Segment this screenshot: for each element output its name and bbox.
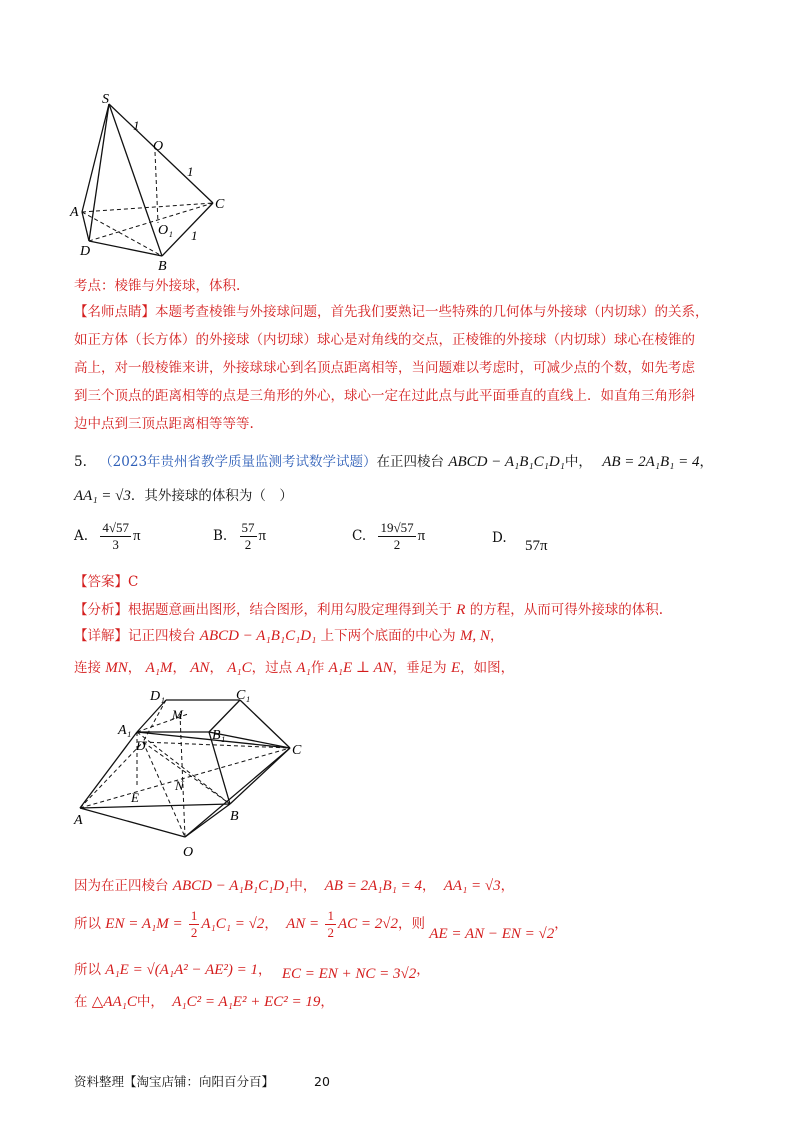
fig2-label-M: M <box>172 707 183 722</box>
answer-value: C <box>128 574 139 590</box>
option-c-label: C. <box>352 528 367 544</box>
detail-text: 作 <box>310 660 325 676</box>
detail-math: AN <box>190 660 210 676</box>
fig1-label-1b: 1 <box>187 164 194 179</box>
sol-text: 所以 <box>74 916 101 932</box>
option-d-label: D. <box>492 530 507 546</box>
detail-math: A₁C <box>227 660 252 676</box>
sol-line-1 <box>74 874 514 895</box>
sol-text: ， <box>500 878 515 894</box>
footer-source: 资料整理【淘宝店铺：向阳百分百】 <box>74 1074 275 1089</box>
sol-math: AE = AN − EN = √2 <box>429 926 555 942</box>
detail-math: A₁M <box>145 660 173 676</box>
sol-text: 中， <box>289 878 317 894</box>
sol-line-4 <box>74 990 334 1011</box>
detail-text: ， <box>172 660 186 676</box>
analysis-tag: 【分析】 <box>74 602 128 618</box>
q5-cond1: AB = 2A₁B₁ = 4 <box>602 454 700 470</box>
fig1-label-S: S <box>102 92 109 107</box>
sol-math: △AA₁C <box>91 994 137 1010</box>
q5-cond2: AA₁ = √3 <box>74 488 131 504</box>
fig2-label-N: N <box>175 778 184 793</box>
option-b-pi: π <box>258 528 267 544</box>
q5-stem-line-2 <box>74 484 293 508</box>
fig1-label-1c: 1 <box>191 228 198 243</box>
fig1-label-1a: 1 <box>133 118 140 133</box>
frustum-figure <box>60 684 310 864</box>
q5-source: （2023年贵州省教学质量监测考试数学试题） <box>99 454 377 470</box>
option-c-pi: π <box>417 528 426 544</box>
sol-line-3 <box>74 958 430 982</box>
analysis-text-b: 的方程，从而可得外接球的体积. <box>469 602 664 618</box>
answer-line <box>74 570 138 590</box>
dianjing-line-3: 高上，对一般棱锥来讲，外接球球心到名顶点距离相等，当问题难以考虑时，可减少点的个数，如先考虑 <box>74 360 695 376</box>
fig2-label-C: C <box>292 743 302 758</box>
sol-text: 因为在正四棱台 <box>74 878 169 894</box>
detail-text: ， <box>127 660 142 676</box>
detail-tag: 【详解】 <box>74 628 128 644</box>
sol-text: ， <box>416 962 430 978</box>
option-b-label: B. <box>213 528 228 544</box>
fig2-label-A: A <box>74 813 83 828</box>
analysis-text-a: 根据题意画出图形，结合图形，利用勾股定理得到关于 <box>128 602 452 618</box>
q5-stem-b: 中， <box>564 454 592 470</box>
pyramid-figure <box>60 88 250 273</box>
fig1-label-O: O <box>153 139 164 154</box>
sol-text: ， <box>421 878 436 894</box>
detail-text: 记正四棱台 <box>128 628 196 644</box>
sol-math: AN = <box>286 916 320 932</box>
fig1-label-A: A <box>70 205 79 220</box>
sol-line-2 <box>74 908 568 941</box>
option-c-fraction: $\frac{19√57}{2}$ <box>380 520 414 552</box>
option-b-fraction: $\frac{57}{2}$ <box>241 520 255 552</box>
detail-math: MN <box>105 660 128 676</box>
detail-text: ，如图， <box>460 660 515 676</box>
answer-tag: 【答案】 <box>74 574 128 590</box>
fig1-label-O1: O₁ <box>158 223 173 238</box>
fig2-label-B1: B₁ <box>212 728 226 743</box>
detail-math: E <box>450 660 461 676</box>
sol-text: 所以 <box>74 962 101 978</box>
option-c[interactable] <box>352 520 425 553</box>
q5-stem-c: ．其外接球的体积为（ ） <box>130 488 293 504</box>
detail-text: 连接 <box>74 660 101 676</box>
dianjing-line-1: 本题考查棱锥与外接球问题，首先我们要熟记一些特殊的几何体与外接球（内切球）的关系， <box>155 304 709 320</box>
option-b[interactable] <box>213 520 266 553</box>
sol-math: AA₁ = √3 <box>443 878 501 894</box>
sol-text: ， <box>320 994 334 1010</box>
q5-stem-a: 在正四棱台 <box>376 454 445 470</box>
option-a-pi: π <box>132 528 141 544</box>
option-d[interactable] <box>492 530 548 554</box>
detail-text: 上下两个底面的中心为 <box>320 628 456 644</box>
sol-text: ，则 <box>397 916 425 932</box>
sol-math: ABCD − A₁B₁C₁D₁ <box>172 878 290 894</box>
fig1-label-D: D <box>80 244 91 259</box>
fig2-label-D1: D₁ <box>150 689 165 704</box>
detail-line-1 <box>74 624 503 645</box>
sol-math: AC = 2√2 <box>337 916 398 932</box>
dianjing-line-2: 如正方体（长方体）的外接球（内切球）球心是对角线的交点，正棱锥的外接球（内切球）球心在棱锥的 <box>74 332 695 348</box>
page-number: 20 <box>314 1074 330 1089</box>
fig1-label-B: B <box>158 259 167 273</box>
dianjing-line-4: 到三个顶点的距离相等的点是三角形的外心，球心一定在过此点与此平面垂直的直线上．如直角三角形斜 <box>74 388 695 404</box>
sol-text: 中， <box>136 994 164 1010</box>
fig2-label-C1: C₁ <box>236 688 251 703</box>
detail-text: ，垂足为 <box>392 660 447 676</box>
sol-math: A₁C² = A₁E² + EC² = 19 <box>172 994 321 1010</box>
sol-math: EN = A₁M = <box>105 916 183 932</box>
fig2-label-B: B <box>230 809 239 824</box>
sol-fraction-half: $\frac{1}{2}$ <box>190 908 198 940</box>
detail-math: A₁ <box>296 660 311 676</box>
detail-frustum: ABCD − A₁B₁C₁D₁ <box>199 628 317 644</box>
page-footer <box>74 1072 330 1090</box>
dianjing-block <box>74 298 734 438</box>
sol-math: A₁E = √(A₁A² − AE²) = 1 <box>105 962 259 978</box>
sol-text: ， <box>554 916 568 932</box>
option-a-label: A. <box>74 528 89 544</box>
q5-stem-line-1: 5. （2023年贵州省教学质量监测考试数学试题）在正四棱台 ABCD − A₁B₁C₁D₁中， AB = 2A₁B₁ = 4， <box>74 454 714 470</box>
q5-frustum: ABCD − A₁B₁C₁D₁ <box>448 454 565 470</box>
fig1-label-C: C <box>215 197 225 212</box>
q5-number: 5. <box>74 454 87 470</box>
dianjing-line-5: 边中点到三顶点距离相等等等. <box>74 416 254 432</box>
sol-text: 在 <box>74 994 88 1010</box>
detail-text: ， <box>489 628 504 644</box>
detail-text: ，过点 <box>251 660 293 676</box>
analysis-var: R <box>456 602 466 618</box>
sol-math: A₁C₁ = √2 <box>201 916 265 932</box>
detail-line-2 <box>74 656 514 677</box>
sol-fraction-half-2: $\frac{1}{2}$ <box>327 908 334 940</box>
sol-text: ， <box>258 962 272 978</box>
fig2-label-A1: A₁ <box>118 723 132 738</box>
fig2-label-E: E <box>131 790 139 805</box>
sol-text: ， <box>264 916 278 932</box>
option-a[interactable] <box>74 520 141 553</box>
dianjing-tag: 【名师点睛】 <box>74 304 155 320</box>
detail-centers: M, N <box>459 628 490 644</box>
sol-math: AB = 2A₁B₁ = 4 <box>324 878 422 894</box>
option-d-value: 57π <box>524 538 548 554</box>
fig2-label-O: O <box>183 845 194 860</box>
sol-math: EC = EN + NC = 3√2 <box>281 966 417 982</box>
fig2-label-D: D <box>136 738 146 753</box>
kaodian: 考点：棱锥与外接球，体积. <box>74 278 241 294</box>
analysis-line <box>74 598 663 619</box>
detail-math: A₁E ⊥ AN <box>328 660 393 676</box>
option-a-fraction: $\frac{4√57}{3}$ <box>102 520 129 552</box>
detail-text: ， <box>209 660 223 676</box>
